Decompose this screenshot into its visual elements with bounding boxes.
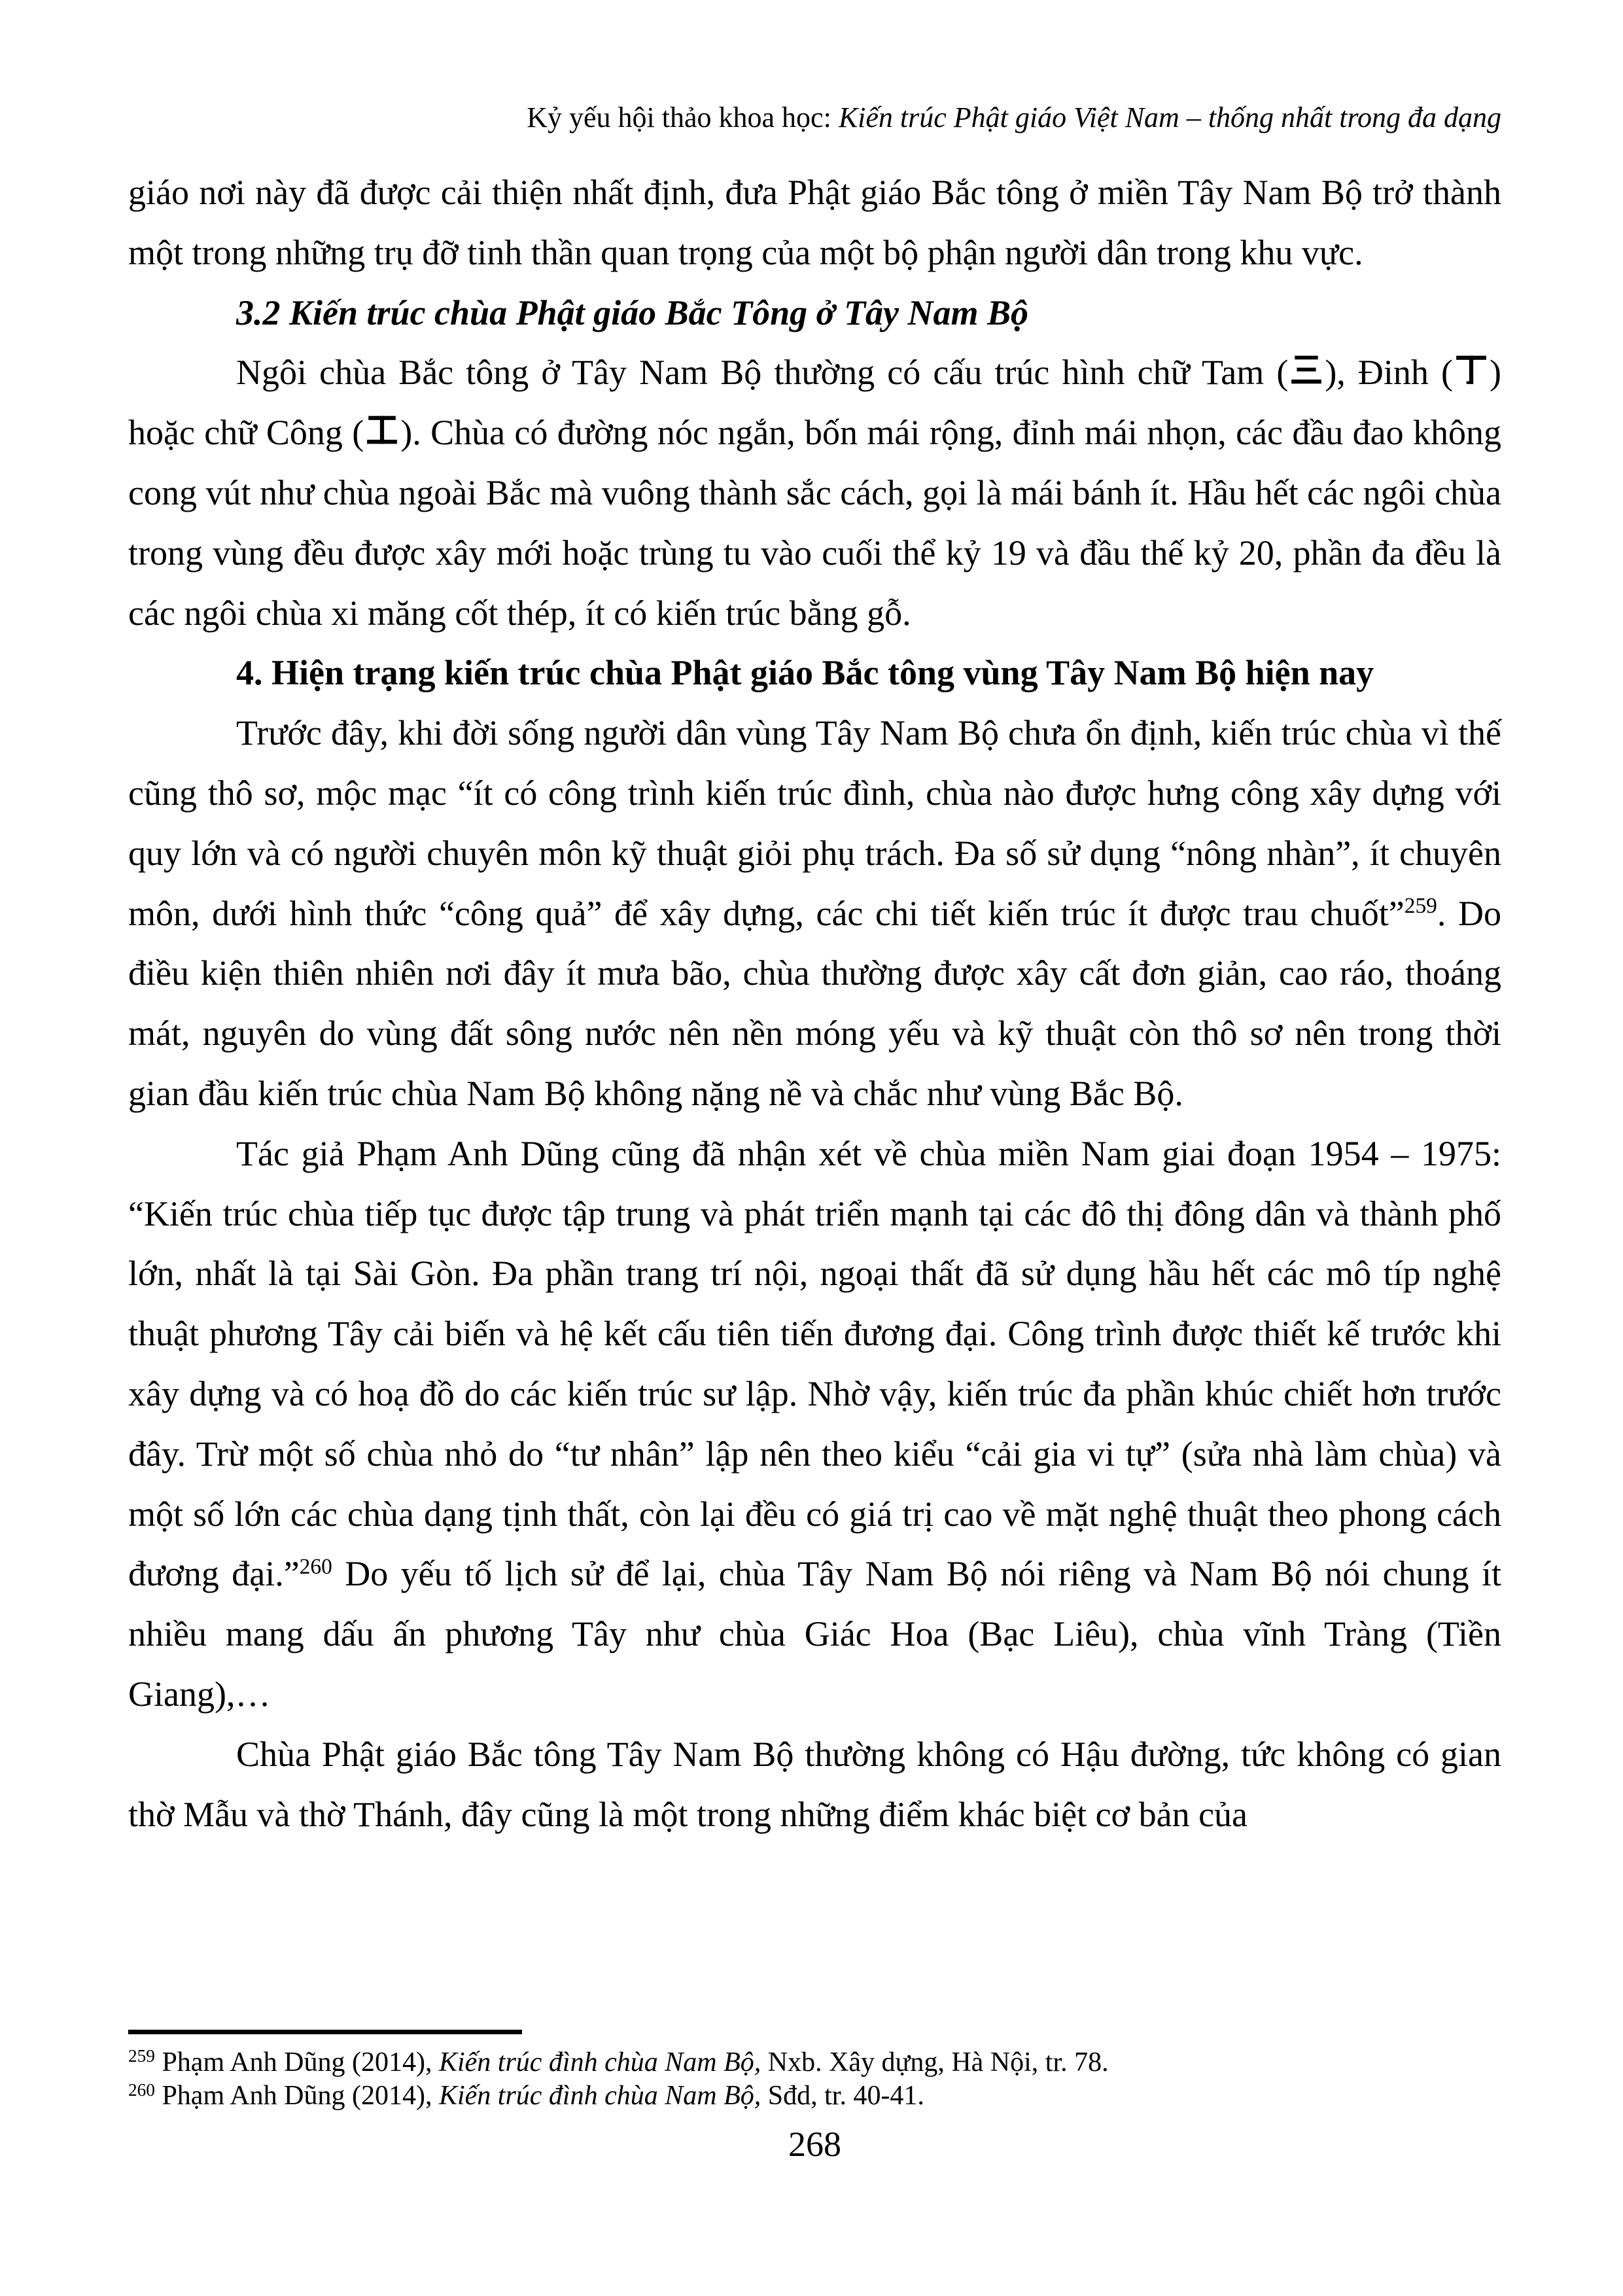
- footnote-259: [128, 2046, 1501, 2079]
- running-header-title: Kiến trúc Phật giáo Việt Nam – thống nhất trong đa dạng: [838, 101, 1501, 133]
- footnote-259-text-post: Nxb. Xây dựng, Hà Nội, tr. 78.: [761, 2047, 1109, 2077]
- paragraph-temple-structure-text-b: ), Đinh (: [1325, 353, 1454, 393]
- section-heading-3-2: 3.2 Kiến trúc chùa Phật giáo Bắc Tông ở Tây Nam Bộ: [236, 292, 1029, 332]
- cong-character-glyph: [364, 413, 400, 447]
- paragraph-pham-anh-dung-quote-text-b: Do yếu tố lịch sử để lại, chùa Tây Nam Bộ nói riêng và Nam Bộ nói chung ít nhiều mang dấu ấn phương Tây như chùa Giác Hoa (Bạc Liêu), chùa vĩnh Tràng (Tiền Giang),…: [128, 1554, 1501, 1714]
- tam-character-glyph: [1288, 353, 1325, 387]
- footnote-260: [128, 2079, 1501, 2113]
- paragraph-temple-structure-text-d: ). Chùa có đường nóc ngắn, bốn mái rộng, đỉnh mái nhọn, các đầu đao không cong vút như chùa ngoài Bắc mà vuông thành sắc cách, gọi là mái bánh ít. Hầu hết các ngôi chùa trong vùng đều được xây mới hoặc trùng tu vào cuối thể kỷ 19 và đầu thế kỷ 20, phần đa đều là các ngôi chùa xi măng cốt thép, ít có kiến trúc bằng gỗ.: [128, 413, 1501, 633]
- footnote-reference-260: 260: [299, 1554, 332, 1579]
- footnote-separator-rule: [128, 2030, 522, 2034]
- page-number: 268: [788, 2125, 841, 2164]
- running-header-prefix: Kỷ yếu hội thảo khoa học:: [527, 101, 839, 133]
- section-heading-4: 4. Hiện trạng kiến trúc chùa Phật giáo Bắc tông vùng Tây Nam Bộ hiện nay: [236, 653, 1374, 693]
- footnote-260-number: 260: [128, 2079, 155, 2100]
- running-header: [128, 99, 1501, 135]
- footnote-259-text-pre: Phạm Anh Dũng (2014),: [154, 2047, 439, 2077]
- footnote-reference-259: 259: [1404, 894, 1437, 919]
- dinh-character-glyph: [1453, 353, 1490, 387]
- paragraph-no-hau-duong: Chùa Phật giáo Bắc tông Tây Nam Bộ thường không có Hậu đường, tức không có gian thờ Mẫu và thờ Thánh, đây cũng là một trong những điểm khác biệt cơ bản của: [128, 1734, 1501, 1834]
- footnote-260-text-pre: Phạm Anh Dũng (2014),: [154, 2081, 439, 2111]
- footnote-259-number: 259: [128, 2046, 155, 2066]
- paragraph-early-architecture-text-b: . Do điều kiện thiên nhiên nơi đây ít mưa bão, chùa thường được xây cất đơn giản, cao ráo, thoáng mát, nguyên do vùng đất sông nước nên nền móng yếu và kỹ thuật còn thô sơ nên trong thời gian đầu kiến trúc chùa Nam Bộ không nặng nề và chắc như vùng Bắc Bộ.: [128, 893, 1501, 1113]
- paragraph-pham-anh-dung-quote: [128, 1124, 1501, 1725]
- paragraph-temple-structure-text-a: Ngôi chùa Bắc tông ở Tây Nam Bộ thường có cấu trúc hình chữ Tam (: [236, 353, 1289, 393]
- paragraph-continuation: giáo nơi này đã được cải thiện nhất định, đưa Phật giáo Bắc tông ở miền Tây Nam Bộ trở thành một trong những trụ đỡ tinh thần quan trọng của một bộ phận người dân trong khu vực.: [128, 173, 1501, 272]
- page-footer: [128, 2030, 1501, 2166]
- paragraph-temple-structure-text-c: ) hoặc chữ Công (: [128, 353, 1501, 453]
- paragraph-early-architecture-text-a: Trước đây, khi đời sống người dân vùng Tây Nam Bộ chưa ổn định, kiến trúc chùa vì thế cũng thô sơ, mộc mạc “ít có công trình kiến trúc đình, chùa nào được hưng công xây dựng với quy lớn và có người chuyên môn kỹ thuật giỏi phụ trách. Đa số sử dụng “nông nhàn”, ít chuyên môn, dưới hình thức “công quả” để xây dựng, các chi tiết kiến trúc ít được trau chuốt”: [128, 713, 1501, 933]
- footnote-259-title: Kiến trúc đình chùa Nam Bộ,: [438, 2047, 761, 2077]
- footnote-260-text-post: Sđd, tr. 40-41.: [761, 2081, 924, 2111]
- paragraph-pham-anh-dung-quote-text-a: Tác giả Phạm Anh Dũng cũng đã nhận xét về chùa miền Nam giai đoạn 1954 – 1975: “Kiến trúc chùa tiếp tục được tập trung và phát triển mạnh tại các đô thị đông dân và thành phố lớn, nhất là tại Sài Gòn. Đa phần trang trí nội, ngoại thất đã sử dụng hầu hết các mô típ nghệ thuật phương Tây cải biến và hệ kết cấu tiên tiến đương đại. Công trình được thiết kế trước khi xây dựng và có hoạ đồ do các kiến trúc sư lập. Nhờ vậy, kiến trúc đa phần khúc chiết hơn trước đây. Trừ một số chùa nhỏ do “tư nhân” lập nên theo kiểu “cải gia vi tự” (sửa nhà làm chùa) và một số lớn các chùa dạng tịnh thất, còn lại đều có giá trị cao về mặt nghệ thuật theo phong cách đương đại.”: [128, 1133, 1501, 1594]
- footnote-260-title: Kiến trúc đình chùa Nam Bộ,: [438, 2081, 761, 2111]
- paragraph-early-architecture: [128, 703, 1501, 1124]
- paragraph-temple-structure: [128, 343, 1501, 643]
